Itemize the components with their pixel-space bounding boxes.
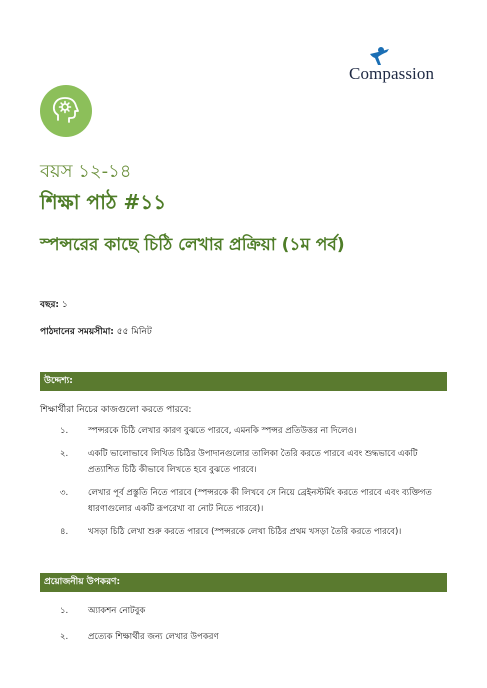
time-label: পাঠদানের সময়সীমা: xyxy=(40,327,114,337)
list-item-text: একটি ভালোভাবে লিখিত চিঠির উপাদানগুলোর তালিকা তৈরি করতে পারবে এবং শুদ্ধভাবে একটি প্রত্যাশিত চিঠি কীভাবে লিখতে হবে বুঝতে পারবে। xyxy=(88,449,418,475)
list-item-text: প্রত্যেক শিক্ষার্থীর জন্য লেখার উপকরণ xyxy=(88,632,219,642)
list-item-text: অ্যাকশন নোটবুক xyxy=(88,606,146,616)
year-value: ১ xyxy=(61,300,68,310)
objectives-heading: উদ্দেশ্য: xyxy=(40,372,447,391)
compassion-logo-icon xyxy=(367,46,391,66)
list-item-number: ১. xyxy=(60,426,69,436)
list-item xyxy=(60,524,450,540)
compassion-logo xyxy=(345,46,455,92)
materials-list xyxy=(60,603,450,655)
brand-name: Compassion xyxy=(349,64,435,83)
list-item-number: ৩. xyxy=(60,488,69,498)
list-item xyxy=(60,446,450,478)
year-label: বছর: xyxy=(40,300,60,310)
lesson-title: স্পন্সরের কাছে চিঠি লেখার প্রক্রিয়া (১ম পর্ব) xyxy=(40,235,345,255)
list-item-text: লেখার পূর্ব প্রস্তুতি নিতে পারবে (স্পন্সরকে কী লিখবে সে নিয়ে ব্রেইনস্টর্মিং করতে পারবে এবং ব্যক্তিগত ধারণাগুলোর একটি রূপরেখা বা নোট নিতে পারবে)। xyxy=(88,488,432,514)
head-gear-icon xyxy=(49,94,83,128)
list-item-text: স্পন্সরকে চিঠি লেখার কারণ বুঝতে পারবে, এমনকি স্পন্সর প্রতিউত্তর না দিলেও। xyxy=(88,426,357,436)
lesson-number: শিক্ষা পাঠ #১১ xyxy=(40,190,167,214)
year-row xyxy=(40,297,68,312)
time-row xyxy=(40,324,152,339)
time-value: ৫৫ মিনিট xyxy=(116,327,152,337)
list-item xyxy=(60,629,450,645)
objectives-list xyxy=(60,423,450,547)
list-item xyxy=(60,423,450,439)
list-item xyxy=(60,603,450,619)
list-item-number: ২. xyxy=(60,632,69,642)
objectives-intro: শিক্ষার্থীরা নিচের কাজগুলো করতে পারবে: xyxy=(40,405,192,415)
lesson-badge xyxy=(40,85,92,137)
list-item-number: ৪. xyxy=(60,527,69,537)
list-item-number: ২. xyxy=(60,449,69,459)
materials-heading: প্রয়োজনীয় উপকরণ: xyxy=(40,573,447,592)
list-item-text: খসড়া চিঠি লেখা শুরু করতে পারবে (স্পন্সরকে লেখা চিঠির প্রথম খসড়া তৈরি করতে পারবে)। xyxy=(88,527,402,537)
list-item xyxy=(60,485,450,517)
list-item-number: ১. xyxy=(60,606,69,616)
age-range: বয়স ১২-১৪ xyxy=(40,161,132,182)
